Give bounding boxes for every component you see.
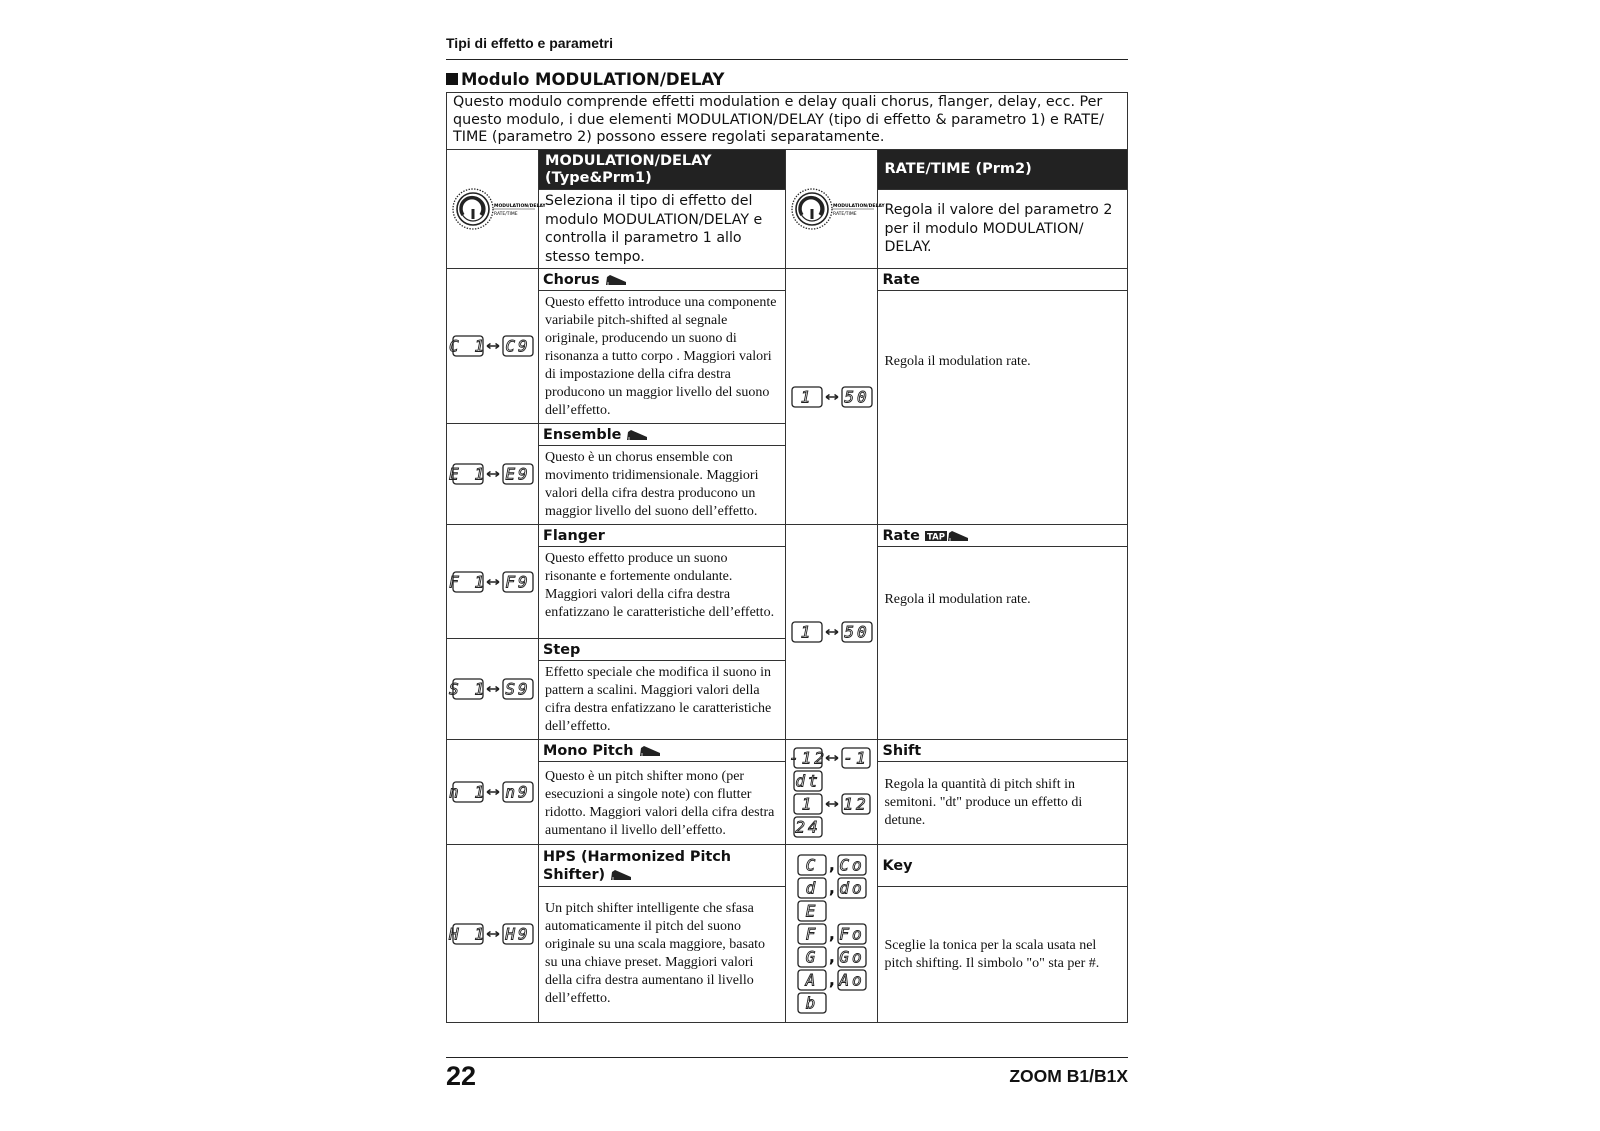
knob-label-bottom: RATE/TIME [493,212,518,217]
knob-label-top: MODULATION/DELAY [832,204,885,209]
lcd-display [791,621,823,643]
lcd-text: 50 [844,387,870,406]
expression-pedal-icon [610,867,632,883]
lcd-range-rate-1 [786,269,878,525]
lcd-display [797,923,827,945]
lcd-text: Go [839,947,865,966]
expression-pedal-icon [626,427,648,443]
lcd-text: do [839,878,865,897]
knob-label-top: MODULATION/DELAY [493,204,546,209]
lcd-display [797,969,827,991]
param-name-shift: Shift [878,740,1128,762]
double-arrow-icon [485,684,501,694]
lcd-display [502,571,534,593]
lcd-range-ensemble [447,424,539,525]
lcd-display [502,678,534,700]
lcd-text: 24 [795,817,821,836]
effect-name-ensemble: Ensemble [539,424,786,446]
effects-table [446,92,1128,1023]
lcd-display [448,678,487,700]
lcd-text: F [805,924,819,943]
lcd-text: 1 [800,387,814,406]
double-arrow-icon [485,787,501,797]
lcd-text: C [805,855,819,874]
double-arrow-icon [824,753,840,763]
lcd-text: C9 [504,336,531,356]
lcd-display [797,877,827,899]
lcd-display [841,386,873,408]
double-arrow-icon [485,341,501,351]
effect-desc-hps: Un pitch shifter intelligente che sfasa automaticamente il pitch del suono originale su una scala maggiore, basato su una chiave preset. Maggiori valori della cifra destra aumentano il livello dell’effetto. [539,887,786,1023]
lcd-text: Fo [839,924,865,943]
lcd-text: G [805,947,819,966]
lcd-display [793,816,823,838]
lcd-text: n9 [504,782,531,802]
lcd-line [797,923,867,945]
lcd-text: A [805,970,819,989]
lcd-text: S9 [504,679,531,699]
lcd-display [837,969,867,991]
lcd-display [837,854,867,876]
param-name-rate-tap: Rate TAP [878,525,1128,547]
lcd-display [789,747,827,769]
param-desc-rate-tap: Regola il modulation rate. [878,547,1128,740]
model-name: ZOOM B1/B1X [1009,1066,1128,1086]
param-desc-rate: Regola il modulation rate. [878,291,1128,525]
lcd-display [841,621,873,643]
lcd-text: F9 [504,572,531,591]
effect-desc-ensemble: Questo è un chorus ensemble con movimento tridimensionale. Maggiori valori della cifra destra producono un maggior livello del suono dell’effetto. [539,446,786,525]
knob-label-bottom: RATE/TIME [832,212,857,217]
lcd-text: 1 [800,622,814,642]
lcd-display [793,793,823,815]
double-arrow-icon [824,627,840,637]
effect-desc-flanger: Questo effetto produce un suono risonante e fortemente ondulante. Maggiori valori della cifra destra enfatizzano le caratteristiche dell’effetto. [539,547,786,639]
lcd-line [797,946,867,968]
expression-pedal-icon [639,743,661,759]
effect-name-chorus: Chorus [539,269,786,291]
lcd-line [797,854,867,876]
lcd-display [797,992,827,1014]
lcd-display [502,781,534,803]
lcd-line [797,992,827,1014]
lcd-display [448,463,487,485]
lcd-line [797,877,867,899]
lcd-line [793,770,823,792]
lcd-text: d [805,878,819,897]
lcd-line [797,900,827,922]
modulation-delay-knob-icon [451,199,546,218]
lcd-display [448,781,487,803]
lcd-display [797,854,827,876]
lcd-range-chorus [447,269,539,424]
lcd-separator: , [828,970,835,989]
lcd-display [837,923,867,945]
lcd-text: b [805,993,819,1012]
lcd-text: E9 [504,464,531,484]
bullet-square-icon [446,73,458,85]
lcd-range-hps [447,845,539,1023]
lcd-line [789,747,871,769]
double-arrow-icon [485,577,501,587]
lcd-display [502,335,534,357]
lcd-text: C 1 [448,336,487,356]
section-title [446,70,724,89]
param1-header: MODULATION/DELAY (Type&Prm1) [539,150,786,190]
header-rule [446,59,1128,60]
effect-name-flanger: Flanger [539,525,786,547]
param-desc-shift: Regola la quantità di pitch shift in semitoni. "dt" produce un effetto di detune. [878,762,1128,845]
lcd-text: -1 [843,748,869,767]
lcd-display [791,386,823,408]
param2-description: Regola il valore del parametro 2 per il modulo MODULATION/ DELAY. [878,190,1128,269]
knob-cell-left [447,150,546,269]
param1-description: Seleziona il tipo di effetto del modulo MODULATION/DELAY e controlla il parametro 1 allo stesso tempo. [539,190,786,269]
lcd-display [841,793,871,815]
lcd-text: 50 [844,622,870,642]
effect-desc-chorus: Questo effetto introduce una componente variabile pitch-shifted al segnale originale, producendo un suono di risonanza a tutto corpo . Maggiori valori di impostazione della cifra destra producono un maggior livello del suono dell’effetto. [539,291,786,424]
lcd-text: E [805,901,819,920]
lcd-range-flanger [447,525,539,639]
lcd-values-shift [786,740,878,845]
lcd-display [448,571,487,593]
lcd-display [448,923,487,945]
lcd-text: F 1 [448,572,487,591]
tap-label: TAP [926,532,945,542]
lcd-display [502,463,534,485]
expression-pedal-icon [947,528,969,544]
lcd-line [793,793,871,815]
param-name-key: Key [878,845,1128,887]
lcd-separator: , [828,947,835,966]
section-title-text: Modulo MODULATION/DELAY [461,70,725,89]
lcd-text: H9 [504,924,531,943]
effect-desc-step: Effetto speciale che modifica il suono in pattern a scalini. Maggiori valori della cifra destra enfatizzano le caratteristiche dell’effetto. [539,661,786,740]
lcd-separator: , [828,878,835,897]
lcd-line [793,816,823,838]
param-desc-key: Sceglie la tonica per la scala usata nel pitch shifting. Il simbolo "o" sta per #. [878,887,1128,1023]
lcd-display [837,946,867,968]
lcd-text: H 1 [448,924,487,943]
double-arrow-icon [485,469,501,479]
lcd-text: 12 [843,794,869,813]
lcd-display [797,900,827,922]
lcd-text: Ao [839,970,865,989]
lcd-separator: , [828,855,835,874]
param2-header: RATE/TIME (Prm2) [878,150,1128,190]
double-arrow-icon [485,929,501,939]
lcd-display [837,877,867,899]
lcd-line [797,969,867,991]
lcd-text: 1 [801,794,815,813]
lcd-range-step [447,639,539,740]
effect-name-step: Step [539,639,786,661]
lcd-text: S 1 [448,679,487,699]
effect-name-hps: HPS (Harmonized Pitch Shifter) [539,845,786,887]
rate-time-knob-icon [790,199,885,218]
lcd-separator: , [828,924,835,943]
module-intro: Questo modulo comprende effetti modulation e delay quali chorus, flanger, delay, ecc. Per questo modulo, i due elementi MODULATION/DELAY (tipo di effetto & parametro 1) e RATE/ TIME (parametro 2) possono essere regolati separatamente. [447,93,1128,150]
lcd-text: dt [795,771,821,790]
lcd-text: E 1 [448,464,487,484]
lcd-display [448,335,487,357]
double-arrow-icon [824,799,840,809]
param-name-rate: Rate [878,269,1128,291]
lcd-display [502,923,534,945]
lcd-display [797,946,827,968]
knob-cell-right [786,150,885,269]
expression-pedal-icon [605,272,627,288]
lcd-display [793,770,823,792]
effect-name-mono-pitch: Mono Pitch [539,740,786,762]
lcd-text: n 1 [448,782,487,802]
lcd-range-rate-2 [786,525,878,740]
running-head: Tipi di effetto e parametri [446,35,613,51]
lcd-text: -12 [789,748,827,767]
footer-rule [446,1057,1128,1058]
double-arrow-icon [824,392,840,402]
lcd-range-mono-pitch [447,740,539,845]
lcd-display [841,747,871,769]
effect-desc-mono-pitch: Questo è un pitch shifter mono (per esecuzioni a singole note) con flutter ridotto. Maggiori valori della cifra destra aumentano il livello dell’effetto. [539,762,786,845]
lcd-text: Co [839,855,865,874]
page-number: 22 [446,1061,477,1091]
lcd-values-key [786,845,878,1023]
tap-icon [925,528,947,544]
